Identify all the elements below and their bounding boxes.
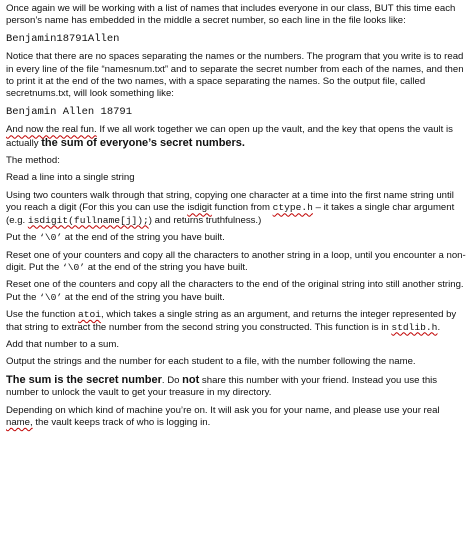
- example-output-line: Benjamin Allen 18791: [6, 105, 133, 118]
- sum-text-b: share this number with your friend. Instead you use this number to unlock the vault to get your treasure in my directory.: [6, 374, 438, 399]
- step2-text-b: function from: [211, 202, 273, 214]
- step6-text-a: Use the function: [6, 309, 78, 321]
- step4-text-a: Reset one of your counters and copy all the characters to another string in a loop, until you encounter a non-digit. Put the: [6, 249, 466, 273]
- step4-text-b: at the end of the string you have built.: [85, 261, 248, 273]
- method-heading: The method:: [6, 155, 60, 167]
- vault-paragraph: [6, 124, 468, 150]
- null-char-code: ‘\0’: [39, 291, 63, 303]
- isdigit-code: isdigit(fullname[j]);: [27, 214, 149, 226]
- step-read-line: Read a line into a single string: [6, 172, 135, 184]
- step2-text-d: ) and returns truthfulness.): [148, 214, 262, 226]
- step5-text-b: at the end of the string you have built.: [62, 291, 225, 303]
- step-output-file: Output the strings and the number for each student to a file, with the number following the name.: [6, 356, 416, 368]
- last-text-b: the vault keeps track of who is logging in.: [32, 416, 211, 428]
- example-input-line: Benjamin18791Allen: [6, 32, 120, 45]
- step-copy-digits: [6, 250, 468, 275]
- step6-text-b: , which takes a single string as an argument, and returns the integer represented by that string to extract the number from the second string you constructed. This function is in: [6, 309, 457, 333]
- atoi-function: atoi: [78, 309, 102, 321]
- isdigit-word: isdigit: [187, 202, 212, 214]
- vault-key-bold: the sum of everyone’s secret numbers.: [41, 136, 245, 149]
- step5-text-a: Reset one of the counters and copy all the characters to the end of the original string into still another string. Put the: [6, 279, 464, 303]
- step6-text-c: .: [437, 321, 441, 333]
- step2-text-a: Using two counters walk through that string, copying one character at a time into the first name string until you reach a digit (For this you can use the: [6, 189, 454, 214]
- intro-paragraph: Once again we will be working with a list of names that includes everyone in our class, BUT this time each person’s name has embedded in the middle a secret number, so each line in the file looks like:: [6, 3, 456, 27]
- step3-text-a: Put the: [6, 232, 40, 244]
- not-bold: not: [182, 373, 200, 386]
- step-two-counters: [6, 190, 468, 227]
- step-copy-remaining: [6, 279, 468, 304]
- null-char-code: ‘\0’: [39, 232, 63, 244]
- step3-text-b: at the end of the string you have built.: [62, 232, 225, 244]
- step-null-terminate: [6, 232, 468, 244]
- real-name-word: name,: [6, 416, 33, 428]
- last-text-a: Depending on which kind of machine you’re on. It will ask you for your name, and please use your real: [6, 404, 440, 416]
- secret-number-paragraph: [6, 374, 468, 400]
- step-add-sum: Add that number to a sum.: [6, 338, 120, 350]
- sum-text-a: . Do: [161, 374, 183, 386]
- sum-secret-bold: The sum is the secret number: [6, 373, 162, 386]
- step-atoi: [6, 309, 468, 334]
- stdlib-header: stdlib.h: [391, 321, 438, 333]
- real-fun-lead: And now the real fun.: [6, 124, 97, 136]
- output-description-paragraph: Notice that there are no spaces separating the names or the numbers. The program that you write is to read in every line of the file “namesnum.txt” and to separate the secret number from each of the names, and then to print it at the end of the two names, with a space separating the names. So the output file, called secretnums.txt, will look something like:: [6, 51, 464, 100]
- null-char-code: ‘\0’: [62, 261, 86, 273]
- ctype-header: ctype.h: [272, 202, 313, 214]
- vault-text: If we all work together we can open up the vault, and the key that opens the vault is actually: [6, 124, 453, 149]
- machine-paragraph: [6, 405, 468, 430]
- step2-text-c: – it takes a single char argument (e.g.: [6, 202, 455, 226]
